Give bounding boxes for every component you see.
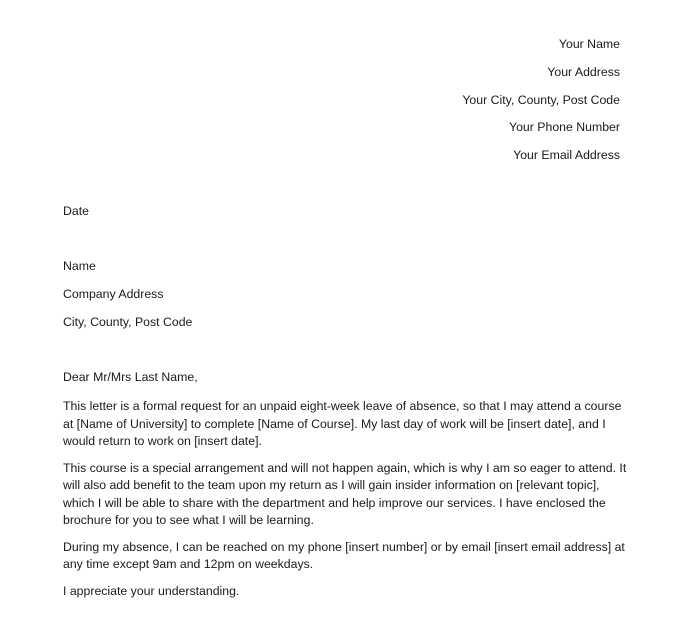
paragraph-contact: During my absence, I can be reached on my phone [insert number] or by email [insert email address] at any time except 9am and 12pm on weekdays. [63, 539, 625, 571]
recipient-name: Name [63, 259, 96, 273]
sender-phone: Your Phone Number [509, 120, 620, 135]
paragraph-request: This letter is a formal request for an unpaid eight-week leave of absence, so that I may attend a course at [Name of University] to complete [Name of Course]. My last day of work will be [insert date], and I would return to work on [insert date]. [63, 399, 622, 448]
paragraph-justification: This course is a special arrangement and will not happen again, which is why I am so eager to attend. It will also add benefit to the team upon my return as I will gain insider information on [relevant topic], which I will be able to share with the department and help improve our services. I have enclosed the brochure for you to see what I will be learning. [63, 460, 627, 527]
recipient-block [63, 258, 633, 341]
sender-address: Your Address [547, 64, 620, 79]
paragraph-closing: I appreciate your understanding. [63, 583, 240, 598]
sender-city: Your City, County, Post Code [462, 92, 620, 107]
sender-block [462, 36, 620, 175]
sender-email: Your Email Address [513, 148, 620, 163]
recipient-city: City, County, Post Code [63, 314, 193, 329]
sender-name: Your Name [558, 37, 620, 51]
letter-body [63, 398, 633, 609]
recipient-company-address: Company Address [63, 286, 164, 301]
salutation: Dear Mr/Mrs Last Name, [63, 370, 198, 384]
letter-date: Date [63, 204, 89, 218]
